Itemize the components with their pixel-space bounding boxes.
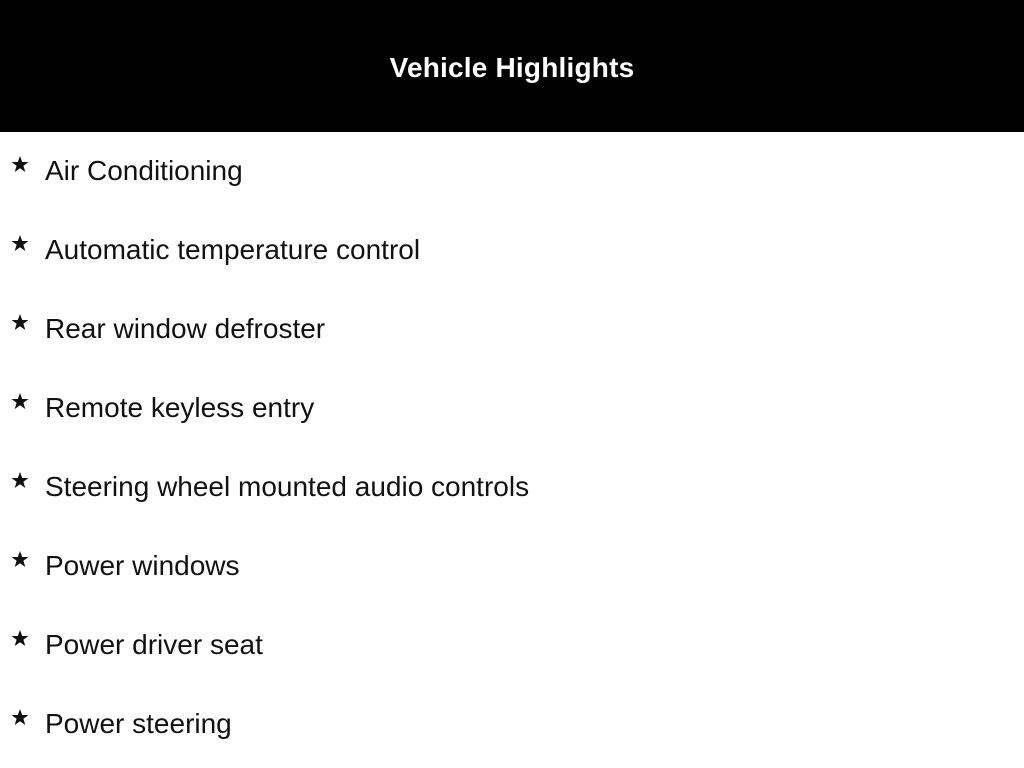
feature-label: Power steering xyxy=(45,708,232,739)
page-header xyxy=(0,0,1024,132)
list-item xyxy=(0,527,1024,606)
feature-label: Power windows xyxy=(45,550,240,581)
list-item xyxy=(0,685,1024,764)
list-item xyxy=(0,448,1024,527)
list-item xyxy=(0,369,1024,448)
star-icon xyxy=(10,549,30,569)
list-item xyxy=(0,211,1024,290)
list-item xyxy=(0,606,1024,685)
list-item xyxy=(0,132,1024,211)
page-title: Vehicle Highlights xyxy=(389,52,635,83)
star-icon xyxy=(10,391,30,411)
star-icon xyxy=(10,470,30,490)
star-icon xyxy=(10,628,30,648)
feature-label: Remote keyless entry xyxy=(45,392,315,423)
feature-label: Air Conditioning xyxy=(45,155,243,186)
list-item xyxy=(0,290,1024,369)
feature-label: Power driver seat xyxy=(45,629,263,660)
feature-label: Rear window defroster xyxy=(45,313,326,344)
feature-label: Steering wheel mounted audio controls xyxy=(45,471,530,502)
star-icon xyxy=(10,154,30,174)
feature-label: Automatic temperature control xyxy=(45,234,421,265)
star-icon xyxy=(10,312,30,332)
star-icon xyxy=(10,233,30,253)
star-icon xyxy=(10,707,30,727)
vehicle-highlights-list xyxy=(0,132,1024,764)
